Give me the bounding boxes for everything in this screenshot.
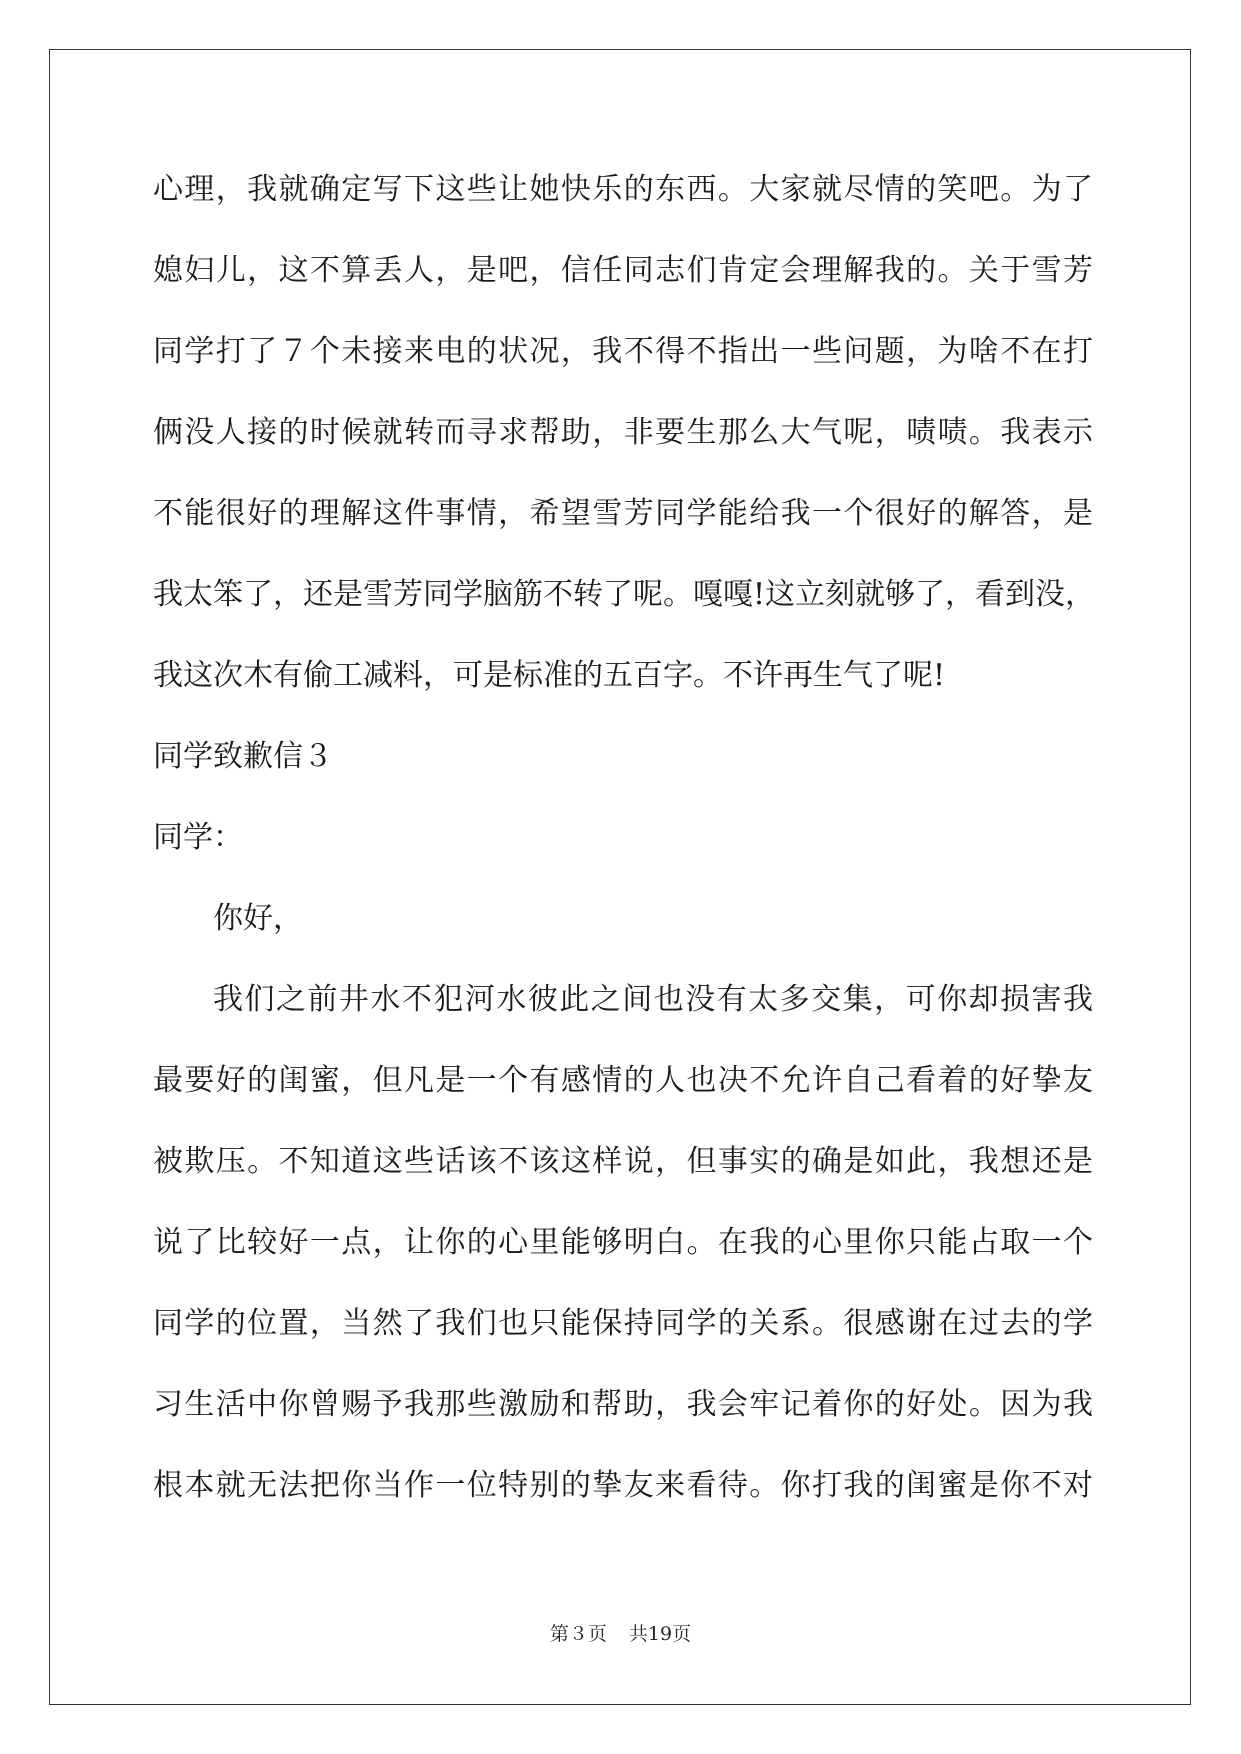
paragraph-line: 被欺压。不知道这些话该不该这样说，但事实的确是如此，我想还是 bbox=[153, 1144, 1093, 1179]
salutation: 同学： bbox=[153, 820, 243, 855]
paragraph-line: 不能很好的理解这件事情，希望雪芳同学能给我一个很好的解答，是 bbox=[153, 496, 1093, 531]
page-footer bbox=[0, 1622, 1241, 1646]
greeting: 你好， bbox=[213, 901, 303, 936]
paragraph-line: 我们之前井水不犯河水彼此之间也没有太多交集，可你却损害我 bbox=[213, 982, 1093, 1017]
paragraph-line: 同学的位置，当然了我们也只能保持同学的关系。很感谢在过去的学 bbox=[153, 1306, 1093, 1341]
paragraph-line: 习生活中你曾赐予我那些激励和帮助，我会牢记着你的好处。因为我 bbox=[153, 1387, 1093, 1422]
paragraph-line: 俩没人接的时候就转而寻求帮助，非要生那么大气呢，啧啧。我表示 bbox=[153, 415, 1093, 450]
paragraph-line: 最要好的闺蜜，但凡是一个有感情的人也决不允许自己看着的好挚友 bbox=[153, 1063, 1093, 1098]
paragraph-line: 我太笨了，还是雪芳同学脑筋不转了呢。嘎嘎!这立刻就够了，看到没， bbox=[153, 577, 1096, 612]
section-title: 同学致歉信３ bbox=[153, 739, 333, 774]
paragraph-line: 我这次木有偷工减料，可是标准的五百字。不许再生气了呢! bbox=[153, 658, 946, 693]
page-number: 第３页 bbox=[549, 1623, 607, 1645]
paragraph-line: 说了比较好一点，让你的心里能够明白。在我的心里你只能占取一个 bbox=[153, 1225, 1093, 1260]
paragraph-line: 心理，我就确定写下这些让她快乐的东西。大家就尽情的笑吧。为了 bbox=[153, 172, 1093, 207]
paragraph-line: 媳妇儿，这不算丢人，是吧，信任同志们肯定会理解我的。关于雪芳 bbox=[153, 253, 1093, 288]
paragraph-line: 同学打了７个未接来电的状况，我不得不指出一些问题，为啥不在打 bbox=[153, 334, 1093, 369]
paragraph-line: 根本就无法把你当作一位特别的挚友来看待。你打我的闺蜜是你不对 bbox=[153, 1468, 1093, 1503]
page-total: 共19页 bbox=[628, 1623, 692, 1645]
document-body bbox=[153, 160, 1096, 1537]
